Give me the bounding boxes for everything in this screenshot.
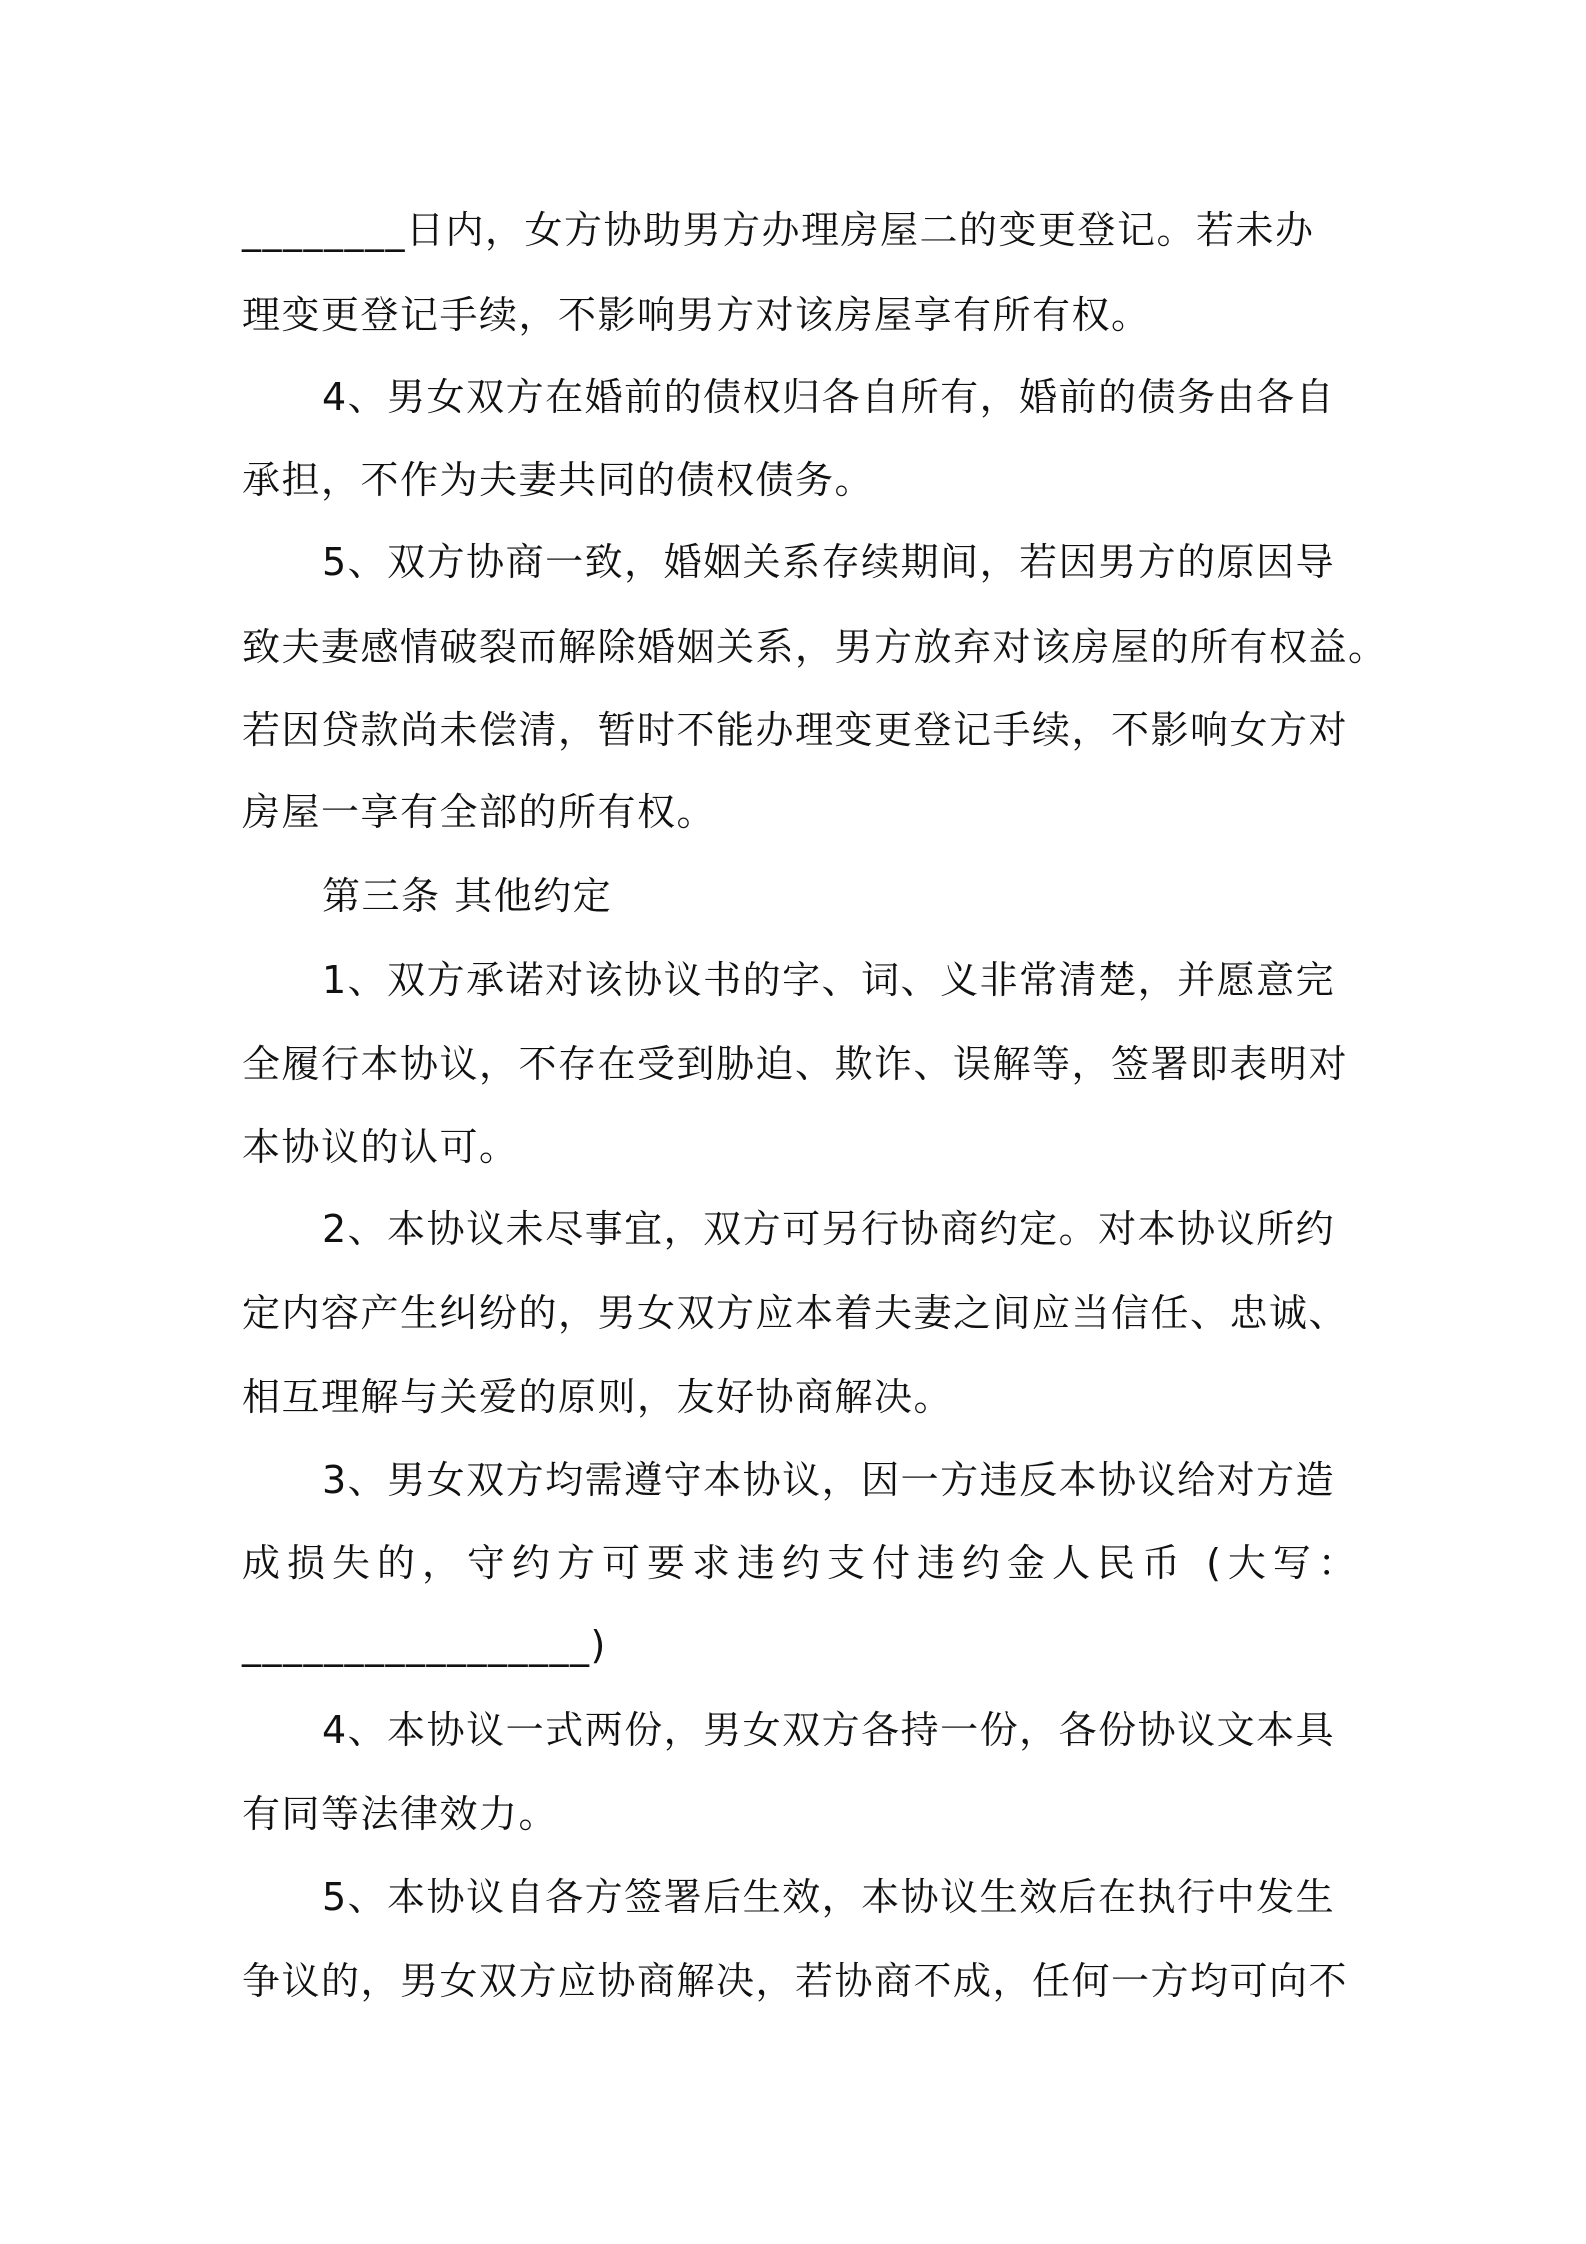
- text-line: 成损失的，守约方可要求违约支付违约金人民币 (大写：: [242, 1541, 1363, 1585]
- list-item-1-line: 1、双方承诺对该协议书的字、词、义非常清楚，并愿意完: [322, 958, 1336, 1002]
- text-line: 相互理解与关爱的原则，友好协商解决。: [242, 1375, 954, 1419]
- text-line: 有同等法律效力。: [242, 1792, 559, 1836]
- text-line: 理变更登记手续，不影响男方对该房屋享有所有权。: [242, 293, 1151, 337]
- list-item-3-line: 3、男女双方均需遵守本协议，因一方违反本协议给对方造: [322, 1458, 1336, 1502]
- text-line: 致夫妻感情破裂而解除婚姻关系，男方放弃对该房屋的所有权益。: [242, 625, 1388, 669]
- text-line: 若因贷款尚未偿清，暂时不能办理变更登记手续，不影响女方对: [242, 708, 1349, 752]
- section-heading: 第三条 其他约定: [322, 874, 613, 918]
- list-item-5-line: 5、双方协商一致，婚姻关系存续期间，若因男方的原因导: [322, 540, 1336, 584]
- text-line: 房屋一享有全部的所有权。: [242, 790, 717, 834]
- text-line: 承担，不作为夫妻共同的债权债务。: [242, 458, 875, 502]
- list-item-5b-line: 5、本协议自各方签署后生效，本协议生效后在执行中发生: [322, 1875, 1336, 1919]
- text-line: ________日内，女方协助男方办理房屋二的变更登记。若未办: [242, 208, 1315, 252]
- text-line: 全履行本协议，不存在受到胁迫、欺诈、误解等，签署即表明对: [242, 1042, 1349, 1086]
- list-item-4b-line: 4、本协议一式两份，男女双方各持一份，各份协议文本具: [322, 1708, 1336, 1752]
- list-item-4-line: 4、男女双方在婚前的债权归各自所有，婚前的债务由各自: [322, 375, 1336, 419]
- list-item-2-line: 2、本协议未尽事宜，双方可另行协商约定。对本协议所约: [322, 1207, 1336, 1251]
- text-line: 本协议的认可。: [242, 1125, 519, 1169]
- blank-amount-line: _________________): [242, 1623, 607, 1667]
- text-line: 定内容产生纠纷的，男女双方应本着夫妻之间应当信任、忠诚、: [242, 1291, 1349, 1335]
- text-line: 争议的，男女双方应协商解决，若协商不成，任何一方均可向不: [242, 1959, 1349, 2003]
